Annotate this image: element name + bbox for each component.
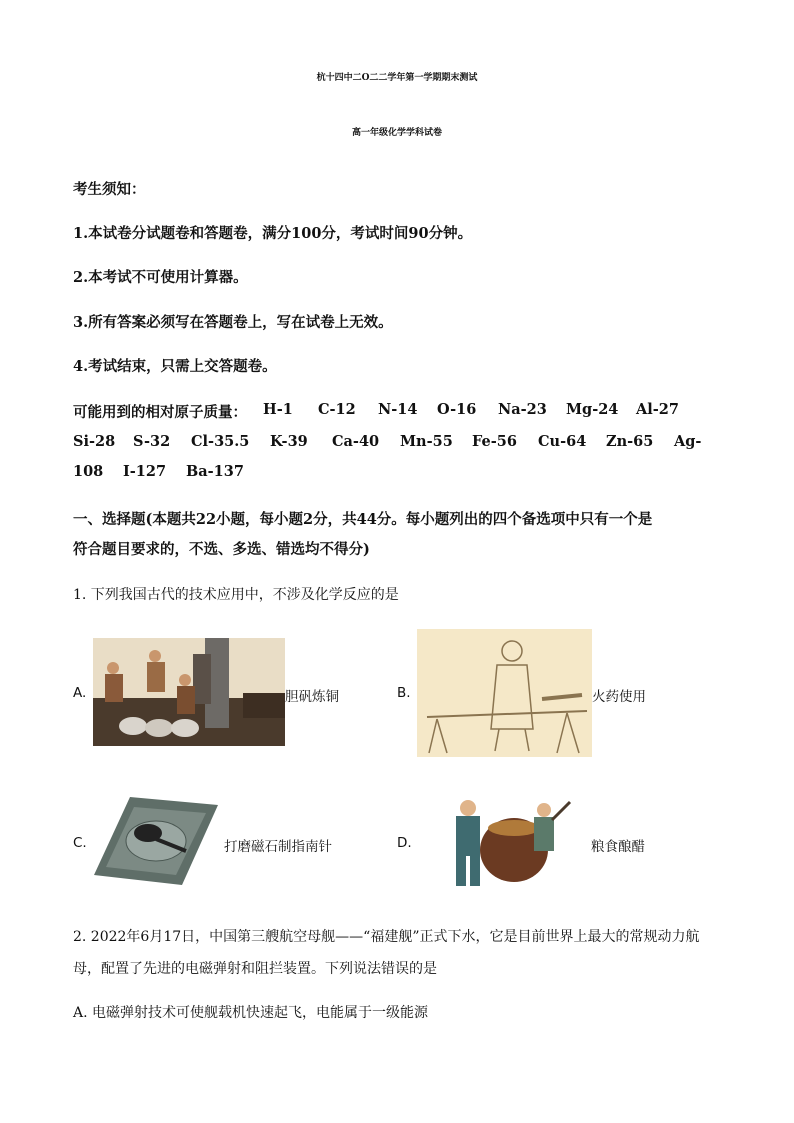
question-1-stem: 1. 下列我国古代的技术应用中，不涉及化学反应的是 [73,587,399,603]
atomic-mass-al: Al-27 [636,401,679,418]
option-a-text: 胆矾炼铜 [285,689,339,705]
option-b-text: 火药使用 [592,689,646,705]
exam-subtitle: 高一年级化学学科试卷 [351,128,442,138]
gunpowder-soldier-image [417,629,592,757]
atomic-mass-h: H-1 [263,401,293,418]
atomic-mass-fe: Fe-56 [472,433,517,450]
section-heading-line-1: 一、选择题(本题共22小题，每小题2分，共44分。每小题列出的四个备选项中只有一个是 [73,511,653,528]
notice-item-1: 1.本试卷分试题卷和答题卷，满分100分，考试时间90分钟。 [73,225,473,242]
notice-item-2: 2.本考试不可使用计算器。 [73,269,248,286]
atomic-mass-ba: Ba-137 [186,463,244,480]
atomic-mass-ca: Ca-40 [332,433,380,450]
atomic-mass-mg: Mg-24 [566,401,619,418]
compass-image [90,795,220,887]
question-2-option-a: A. 电磁弹射技术可使舰载机快速起飞，电能属于一级能源 [73,1005,429,1021]
atomic-mass-ag: Ag- [674,433,702,450]
exam-title: 杭十四中二O二二学年第一学期期末测试 [316,73,478,83]
option-b-letter: B. [397,685,411,701]
atomic-mass-n: N-14 [378,401,418,418]
option-c-text: 打磨磁石制指南针 [224,839,332,855]
atomic-mass-label: 可能用到的相对原子质量： [73,404,247,421]
atomic-mass-zn: Zn-65 [606,433,654,450]
atomic-mass-o: O-16 [437,401,477,418]
section-heading-line-2: 符合题目要求的，不选、多选、错选均不得分) [73,541,370,558]
atomic-mass-c: C-12 [318,401,356,418]
atomic-mass-cl: Cl-35.5 [191,433,250,450]
option-c-letter: C. [73,835,87,851]
notice-heading: 考生须知： [73,181,146,198]
bronze-smelting-image [93,638,285,746]
notice-item-3: 3.所有答案必须写在答题卷上，写在试卷上无效。 [73,314,393,331]
question-2-line-1: 2. 2022年6月17日，中国第三艘航空母舰——“福建舰”正式下水，它是目前世界上最大的常规动力航 [73,929,700,945]
option-a-letter: A. [73,685,87,701]
question-2-line-2: 母，配置了先进的电磁弹射和阻拦装置。下列说法错误的是 [73,961,437,977]
option-d-letter: D. [397,835,412,851]
atomic-mass-si: Si-28 [73,433,116,450]
atomic-mass-mn: Mn-55 [400,433,453,450]
atomic-mass-s: S-32 [133,433,171,450]
atomic-mass-ag-value: 108 [73,463,104,480]
atomic-mass-i: I-127 [123,463,167,480]
atomic-mass-na: Na-23 [498,401,547,418]
notice-item-4: 4.考试结束，只需上交答题卷。 [73,358,277,375]
atomic-mass-cu: Cu-64 [538,433,587,450]
atomic-mass-k: K-39 [270,433,308,450]
option-d-text: 粮食酿醋 [591,839,645,855]
vinegar-brewing-image [432,792,572,892]
